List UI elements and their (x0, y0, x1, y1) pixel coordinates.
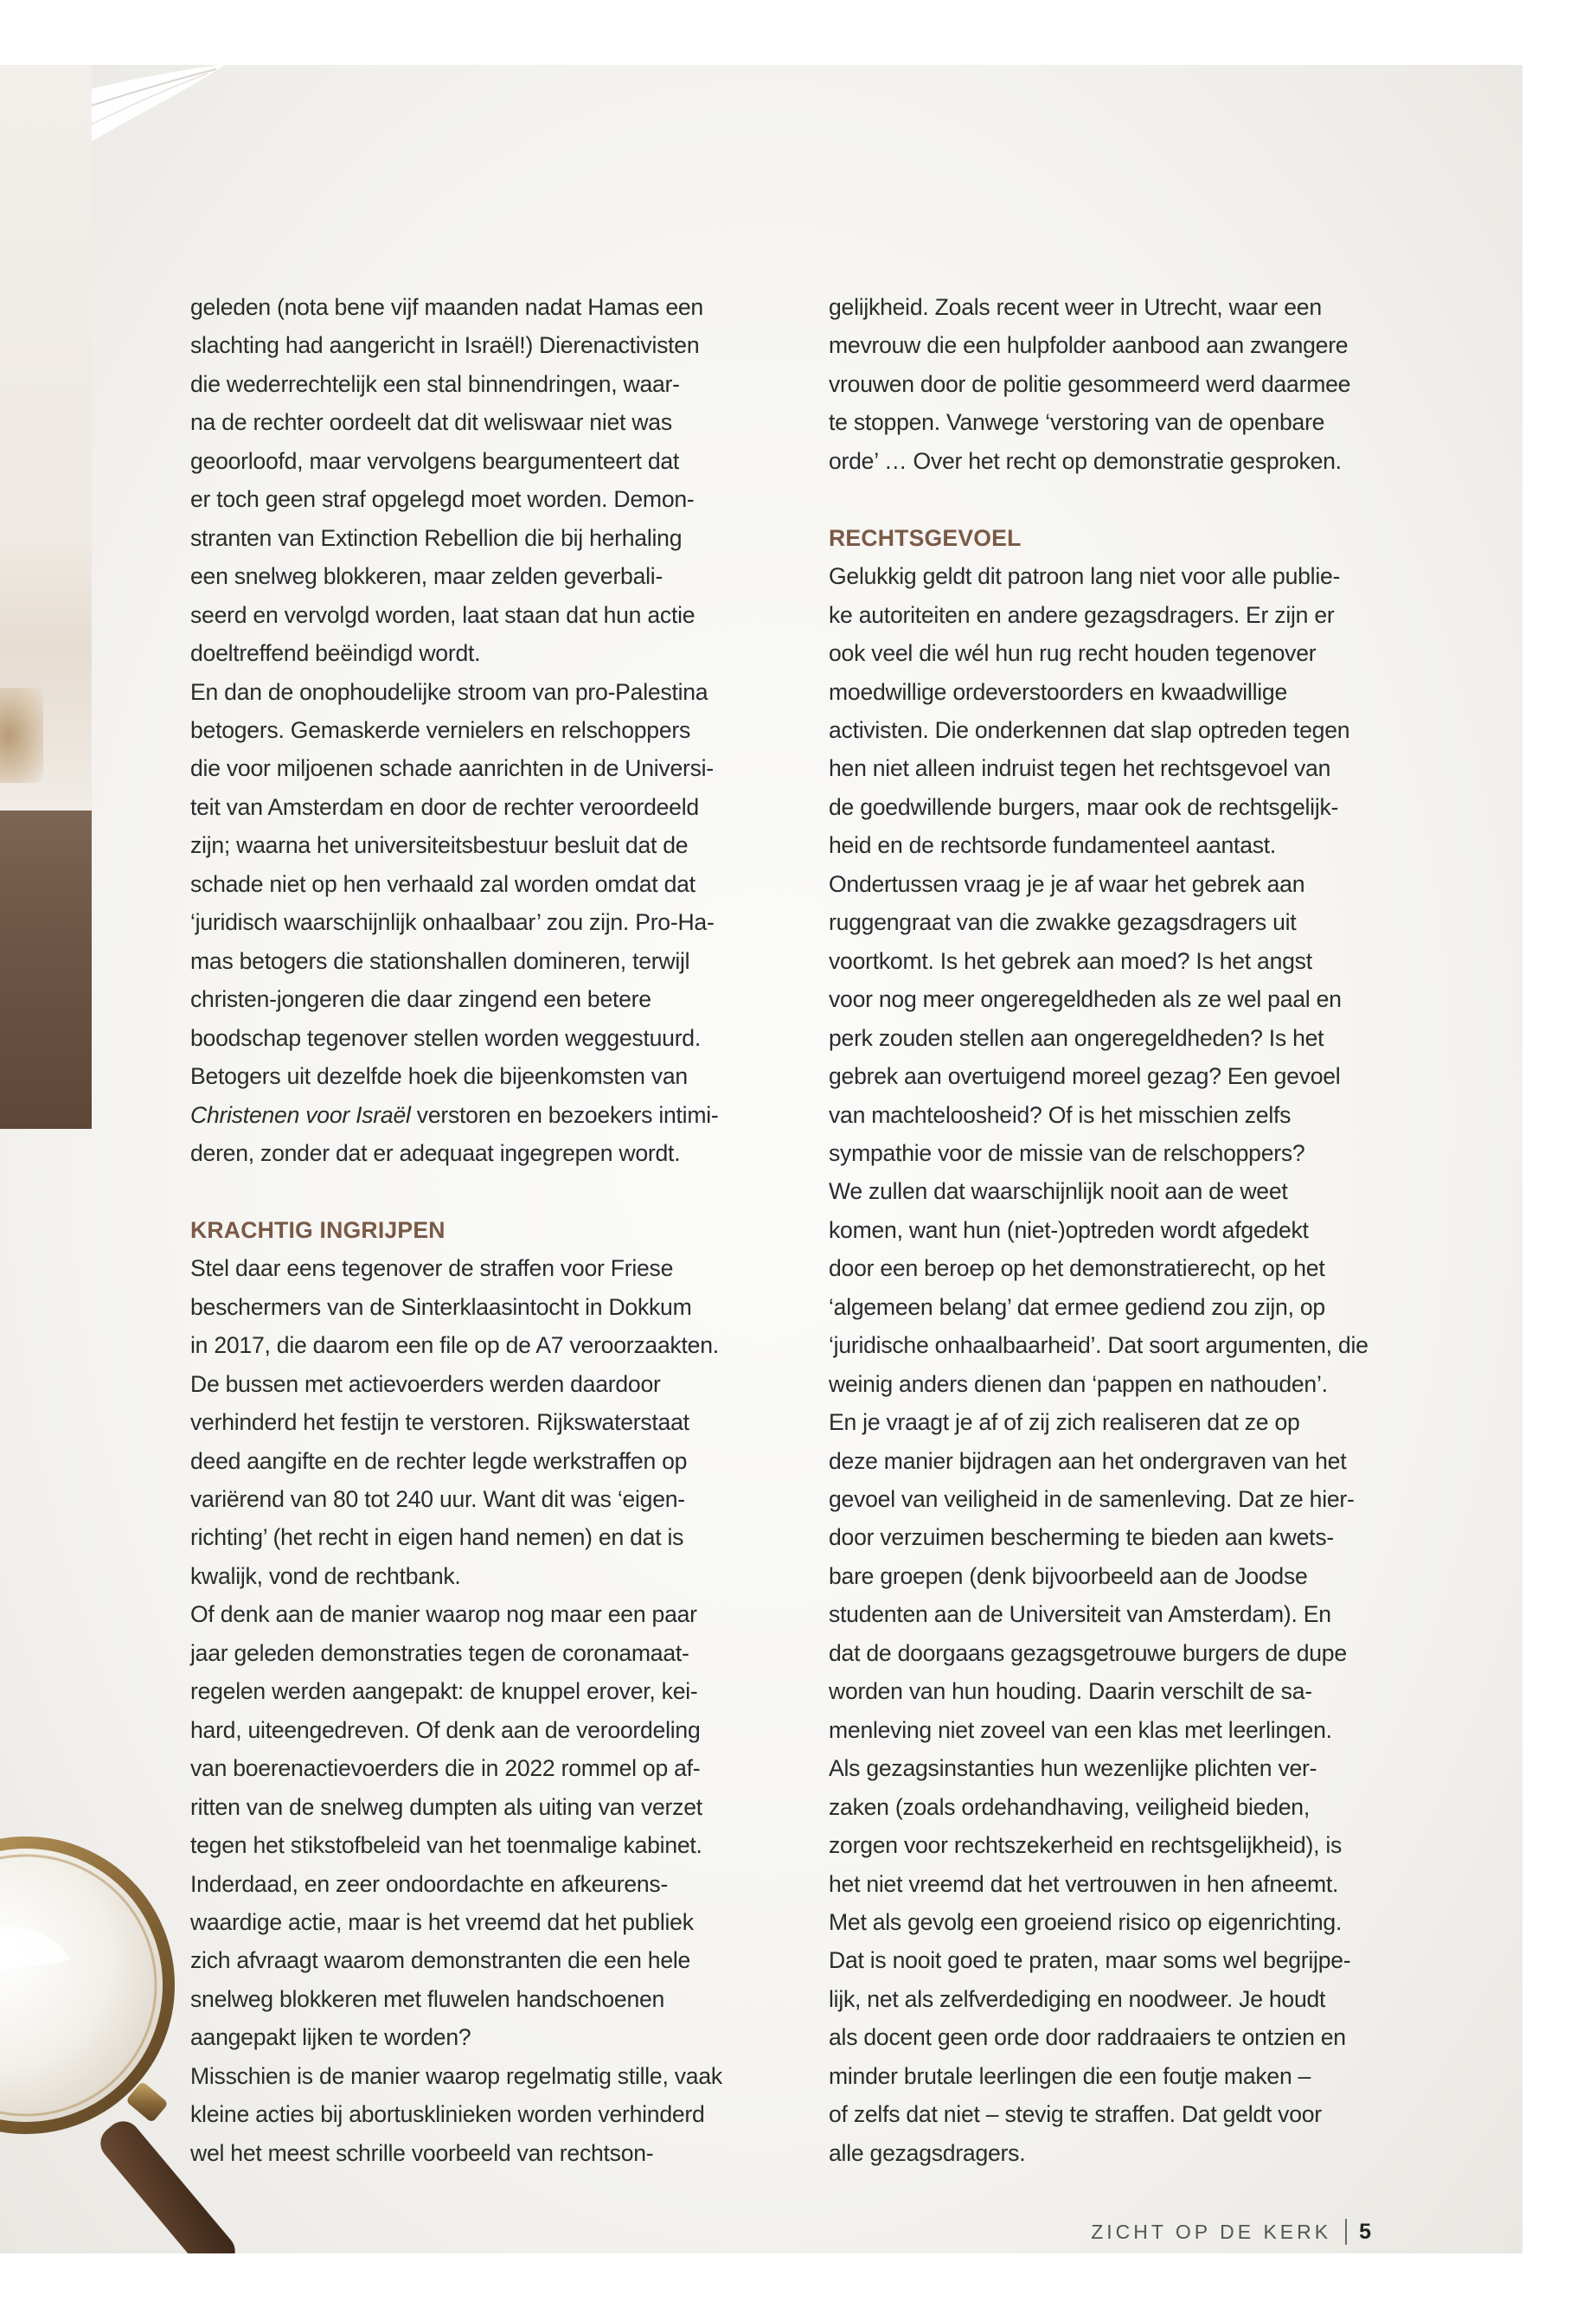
text-line: zorgen voor rechtszekerheid en rechtsgelijkheid), is (829, 1832, 1343, 1859)
text-line: gebrek aan overtuigend moreel gezag? Een gevoel (829, 1063, 1341, 1090)
text-line: En dan de onophoudelijke stroom van pro-Palestina (190, 678, 708, 705)
text-line: van machteloosheid? Of is het misschien zelfs (829, 1101, 1292, 1128)
text-line: Of denk aan de manier waarop nog maar een paar (190, 1601, 697, 1628)
text-line: De bussen met actievoerders werden daardoor (190, 1370, 661, 1397)
text-line: het niet vreemd dat het vertrouwen in hen afneemt. (829, 1870, 1339, 1897)
text-fragment: verstoren en bezoekers intimi- (410, 1101, 719, 1128)
text-line: Gelukkig geldt dit patroon lang niet voor alle publie- (829, 563, 1341, 590)
text-line: mas betogers die stationshallen domineren, terwijl (190, 947, 690, 974)
text-line: hard, uiteengedreven. Of denk aan de veroordeling (190, 1716, 701, 1743)
photo-wood-panel (0, 811, 92, 1129)
text-line: stranten van Extinction Rebellion die bij herhaling (190, 524, 683, 551)
text-line: die wederrechtelijk een stal binnendringen, waar- (190, 370, 680, 397)
text-line: weinig anders dienen dan ‘pappen en nathouden’. (829, 1370, 1328, 1397)
text-line: mevrouw die een hulpfolder aanbood aan zwangere (829, 332, 1349, 359)
text-line: alle gezagsdragers. (829, 2139, 1026, 2166)
text-line: de goedwillende burgers, maar ook de rechtsgelijk- (829, 793, 1339, 820)
text-line: ‘juridisch waarschijnlijk onhaalbaar’ zou zijn. Pro-Ha- (190, 909, 715, 936)
text-line: slachting had aangericht in Israël!) Dierenactivisten (190, 332, 700, 359)
text-line: ‘juridische onhaalbaarheid’. Dat soort argumenten, die (829, 1332, 1368, 1359)
text-line: deze manier bijdragen aan het ondergraven van het (829, 1447, 1347, 1474)
text-line: schade niet op hen verhaald zal worden omdat dat (190, 870, 695, 897)
text-line: moedwillige ordeverstoorders en kwaadwillige (829, 678, 1288, 705)
text-line: gelijkheid. Zoals recent weer in Utrecht, waar een (829, 294, 1322, 320)
right-paragraphs-2 (829, 557, 1417, 2172)
text-line: Misschien is de manier waarop regelmatig stille, vaak (190, 2062, 722, 2089)
text-line: dat de doorgaans gezagsgetrouwe burgers de dupe (829, 1639, 1347, 1666)
text-line: Dat is nooit goed te praten, maar soms wel begrijpe- (829, 1947, 1351, 1974)
text-line: christen-jongeren die daar zingend een betere (190, 986, 651, 1013)
text-line: activisten. Die onderkennen dat slap optreden tegen (829, 716, 1350, 743)
text-line: zich afvraagt waarom demonstranten die een hele (190, 1947, 691, 1974)
text-line: na de rechter oordeelt dat dit weliswaar niet was (190, 409, 672, 436)
text-line: geoorloofd, maar vervolgens beargumenteert dat (190, 447, 680, 474)
text-line: er toch geen straf opgelegd moet worden. Demon- (190, 486, 695, 513)
text-line: snelweg blokkeren met fluwelen handschoenen (190, 1985, 665, 2012)
right-paragraphs (829, 288, 1417, 480)
text-line (190, 1096, 779, 1134)
text-line: geleden (nota bene vijf maanden nadat Hamas een (190, 294, 703, 320)
text-line: Als gezagsinstanties hun wezenlijke plichten ver- (829, 1755, 1317, 1782)
footer-divider (1345, 2219, 1347, 2245)
text-line: ritten van de snelweg dumpten als uiting van verzet (190, 1793, 702, 1820)
section-heading: RECHTSGEVOEL (829, 524, 1022, 551)
italic-organisation-name: Christenen voor Israël (190, 1101, 411, 1128)
text-line: voortkomt. Is het gebrek aan moed? Is het angst (829, 947, 1312, 974)
text-line: variërend van 80 tot 240 uur. Want dit was ‘eigen- (190, 1486, 685, 1513)
text-line: teit van Amsterdam en door de rechter veroordeeld (190, 793, 699, 820)
text-line: ke autoriteiten en andere gezagsdragers. Er zijn er (829, 601, 1335, 628)
page-footer (1091, 2219, 1371, 2245)
text-line: studenten aan de Universiteit van Amsterdam). En (829, 1601, 1331, 1628)
publication-name: ZICHT OP DE KERK (1091, 2220, 1332, 2243)
text-line: of zelfs dat niet – stevig te straffen. Dat geldt voor (829, 2101, 1322, 2128)
left-paragraphs (190, 288, 779, 1096)
text-line: waardige actie, maar is het vreemd dat het publiek (190, 1909, 694, 1936)
text-line: worden van hun houding. Daarin verschilt de sa- (829, 1678, 1312, 1705)
text-line: Met als gevolg een groeiend risico op eigenrichting. (829, 1909, 1343, 1936)
text-line: heid en de rechtsorde fundamenteel aantast. (829, 832, 1277, 859)
left-text-column (190, 288, 779, 2172)
text-line: verhinderd het festijn te verstoren. Rijkswaterstaat (190, 1409, 689, 1436)
text-line: menleving niet zoveel van een klas met leerlingen. (829, 1716, 1332, 1743)
text-line: perk zouden stellen aan ongeregeldheden? Is het (829, 1024, 1324, 1051)
text-line: beschermers van de Sinterklaasintocht in Dokkum (190, 1293, 692, 1320)
text-line: als docent geen orde door raddraaiers te ontzien en (829, 2024, 1346, 2051)
text-line: deed aangifte en de rechter legde werkstraffen op (190, 1447, 688, 1474)
text-line: Stel daar eens tegenover de straffen voor Friese (190, 1255, 674, 1282)
text-line: lijk, net als zelfverdediging en noodweer. Je houdt (829, 1985, 1326, 2012)
text-line: minder brutale leerlingen die een foutje maken – (829, 2062, 1311, 2089)
text-line: in 2017, die daarom een file op de A7 veroorzaakten. (190, 1332, 719, 1359)
text-line: ‘algemeen belang’ dat ermee gediend zou zijn, op (829, 1293, 1325, 1320)
text-line: door een beroep op het demonstratierecht, op het (829, 1255, 1325, 1282)
text-line: boodschap tegenover stellen worden weggestuurd. (190, 1024, 701, 1051)
text-line: bare groepen (denk bijvoorbeeld aan de Joodse (829, 1562, 1308, 1589)
text-line: seerd en vervolgd worden, laat staan dat hun actie (190, 601, 695, 628)
text-line: Ondertussen vraag je je af waar het gebrek aan (829, 870, 1305, 897)
text-line: aangepakt lijken te worden? (190, 2024, 471, 2051)
text-line: van boerenactievoerders die in 2022 rommel op af- (190, 1755, 701, 1782)
text-line: ook veel die wél hun rug recht houden tegenover (829, 640, 1317, 667)
text-line: deren, zonder dat er adequaat ingegrepen wordt. (190, 1139, 681, 1166)
text-line: jaar geleden demonstraties tegen de coronamaat- (190, 1639, 689, 1666)
text-line: die voor miljoenen schade aanrichten in de Universi- (190, 755, 714, 782)
text-line: door verzuimen bescherming te bieden aan kwets- (829, 1524, 1334, 1551)
text-line: komen, want hun (niet-)optreden wordt afgedekt (829, 1216, 1309, 1243)
text-line: We zullen dat waarschijnlijk nooit aan de weet (829, 1178, 1288, 1205)
left-paragraphs-2 (190, 1249, 779, 2172)
page-number: 5 (1359, 2219, 1371, 2244)
text-line: voor nog meer ongeregeldheden als ze wel paal en (829, 986, 1342, 1013)
side-photo-strip (0, 65, 92, 1129)
text-line: En je vraagt je af of zij zich realiseren dat ze op (829, 1409, 1300, 1436)
magazine-page (0, 65, 1522, 2253)
text-line: ruggengraat van die zwakke gezagsdragers uit (829, 909, 1297, 936)
text-line: zaken (zoals ordehandhaving, veiligheid bieden, (829, 1793, 1310, 1820)
text-line: tegen het stikstofbeleid van het toenmalige kabinet. (190, 1832, 702, 1859)
text-line: kleine acties bij abortusklinieken worden verhinderd (190, 2101, 705, 2128)
text-line: Betogers uit dezelfde hoek die bijeenkomsten van (190, 1063, 688, 1090)
text-line: Inderdaad, en zeer ondoordachte en afkeurens- (190, 1870, 669, 1897)
text-line: zijn; waarna het universiteitsbestuur besluit dat de (190, 832, 689, 859)
text-line: orde’ … Over het recht op demonstratie gesproken. (829, 447, 1342, 474)
text-line: regelen werden aangepakt: de knuppel erover, kei- (190, 1678, 698, 1705)
text-line: vrouwen door de politie gesommeerd werd daarmee (829, 370, 1351, 397)
section-heading: KRACHTIG INGRIJPEN (190, 1216, 445, 1243)
text-line: hen niet alleen indruist tegen het rechtsgevoel van (829, 755, 1331, 782)
photo-detail (0, 688, 43, 783)
text-line: gevoel van veiligheid in de samenleving. Dat ze hier- (829, 1486, 1355, 1513)
text-line: kwalijk, vond de rechtbank. (190, 1562, 461, 1589)
text-line: sympathie voor de missie van de relschoppers? (829, 1139, 1305, 1166)
text-line: wel het meest schrille voorbeeld van rechtson- (190, 2139, 654, 2166)
text-line: een snelweg blokkeren, maar zelden geverbali- (190, 563, 663, 590)
text-line: betogers. Gemaskerde vernielers en relschoppers (190, 716, 691, 743)
text-line: te stoppen. Vanwege ‘verstoring van de openbare (829, 409, 1325, 436)
text-line: doeltreffend beëindigd wordt. (190, 640, 481, 667)
right-text-column (829, 288, 1417, 2172)
text-line: richting’ (het recht in eigen hand nemen) en dat is (190, 1524, 684, 1551)
